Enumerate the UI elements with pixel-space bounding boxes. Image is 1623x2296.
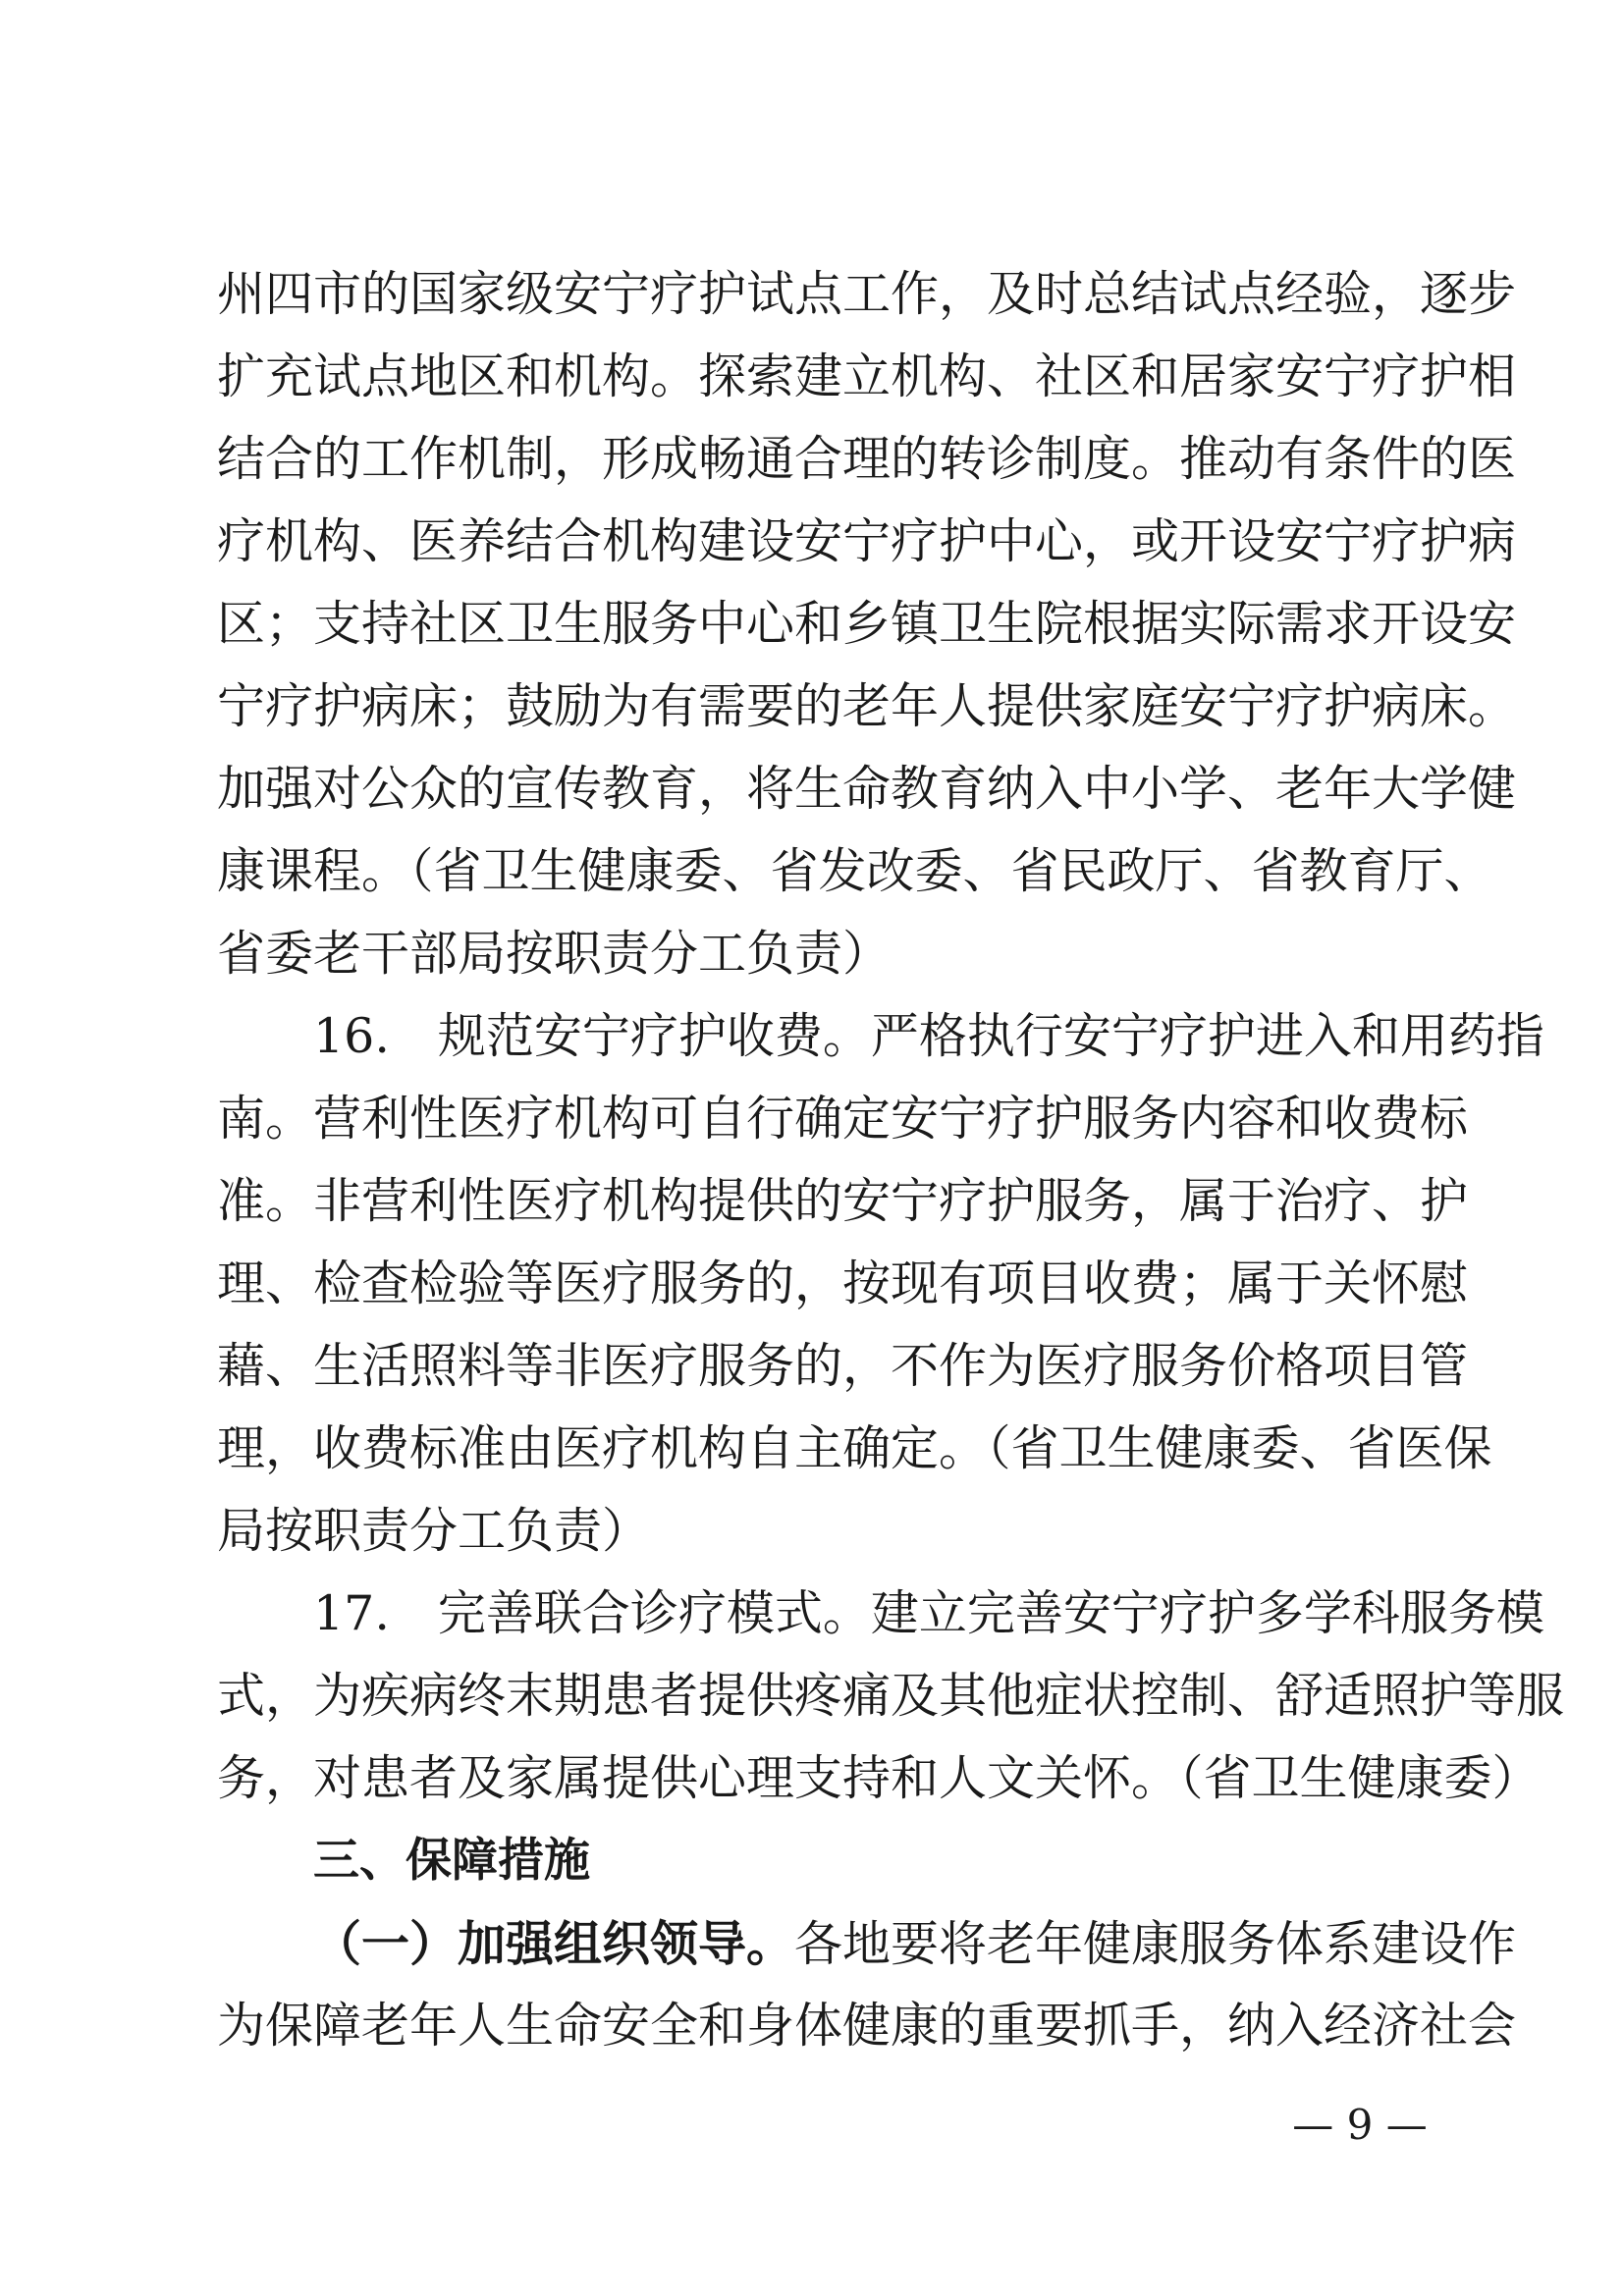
section-heading: 三、保障措施: [313, 1834, 590, 1888]
paragraph-line: 理，收费标准由医疗机构自主确定。（省卫生健康委、省医保: [217, 1420, 1492, 1476]
page-number: — 9 —: [1292, 2101, 1428, 2149]
item-17-line: 17. 完善联合诊疗模式。建立完善安宁疗护多学科服务模: [313, 1585, 1544, 1641]
paragraph-line: 准。非营利性医疗机构提供的安宁疗护服务，属于治疗、护: [217, 1173, 1469, 1229]
paragraph-line: 扩充试点地区和机构。探索建立机构、社区和居家安宁疗护相: [217, 348, 1517, 404]
paragraph-line: 务，对患者及家属提供心理支持和人文关怀。（省卫生健康委）: [217, 1750, 1541, 1806]
paragraph-line: 区；支持社区卫生服务中心和乡镇卫生院根据实际需求开设安: [217, 596, 1517, 652]
paragraph-line: 疗机构、医养结合机构建设安宁疗护中心，或开设安宁疗护病: [217, 513, 1517, 569]
paragraph-line: 结合的工作机制，形成畅通合理的转诊制度。推动有条件的医: [217, 431, 1517, 487]
paragraph-line: 州四市的国家级安宁疗护试点工作，及时总结试点经验，逐步: [217, 266, 1517, 322]
paragraph-line: 省委老干部局按职责分工负责）: [217, 926, 892, 982]
paragraph-line: 局按职责分工负责）: [217, 1503, 651, 1559]
paragraph-line: 南。营利性医疗机构可自行确定安宁疗护服务内容和收费标: [217, 1091, 1469, 1147]
paragraph-line: 加强对公众的宣传教育，将生命教育纳入中小学、老年大学健: [217, 761, 1517, 817]
subsection-text: 各地要将老年健康服务体系建设作: [794, 1916, 1517, 1972]
document-body: [217, 253, 1565, 2067]
paragraph-line: 藉、生活照料等非医疗服务的，不作为医疗服务价格项目管: [217, 1338, 1469, 1394]
subsection-heading: （一）加强组织领导。: [313, 1915, 795, 1972]
paragraph-line: 为保障老年人生命安全和身体健康的重要抓手，纳入经济社会: [217, 1998, 1517, 2054]
paragraph-line: 式，为疾病终末期患者提供疼痛及其他症状控制、舒适照护等服: [217, 1668, 1565, 1724]
subsection-line: [217, 1902, 1517, 1985]
paragraph-line: 宁疗护病床；鼓励为有需要的老年人提供家庭安宁疗护病床。: [217, 678, 1517, 734]
paragraph-line: 康课程。（省卫生健康委、省发改委、省民政厅、省教育厅、: [217, 843, 1492, 899]
paragraph-line: 理、检查检验等医疗服务的，按现有项目收费；属于关怀慰: [217, 1255, 1469, 1311]
item-16-line: 16. 规范安宁疗护收费。严格执行安宁疗护进入和用药指: [313, 1008, 1544, 1064]
